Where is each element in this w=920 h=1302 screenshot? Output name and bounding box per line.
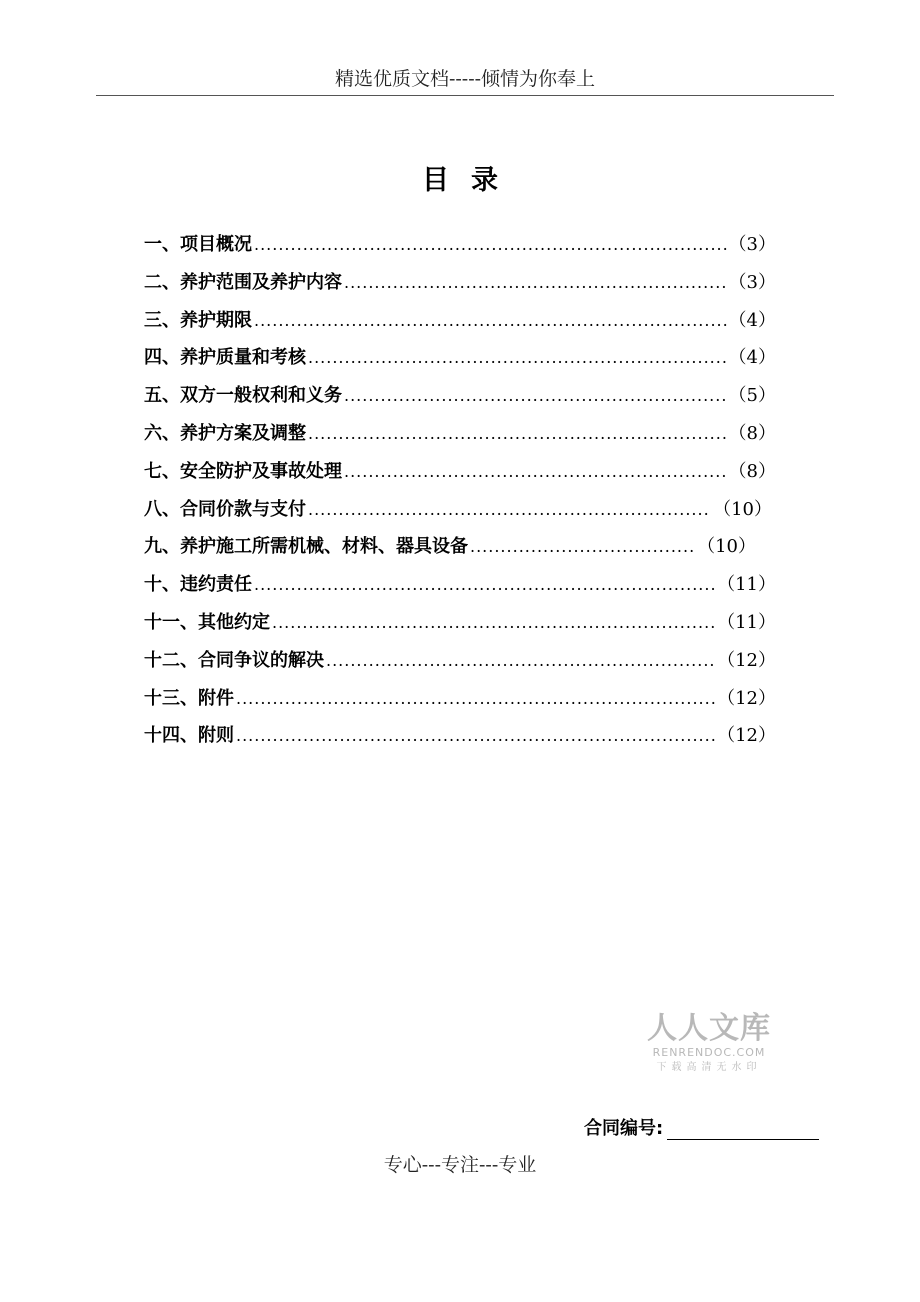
toc-leader-dots (470, 528, 695, 566)
contract-number-blank[interactable] (667, 1117, 819, 1140)
toc-entry-label: 十三、附件 (144, 687, 234, 709)
toc-entry-label: 六、养护方案及调整 (144, 422, 306, 444)
watermark-logo: 人人文库 (647, 1011, 771, 1046)
toc-entry-label: 八、合同价款与支付 (144, 498, 306, 520)
toc-entry-7[interactable] (144, 453, 776, 491)
toc-entry-page: （12） (717, 687, 776, 709)
toc-entry-3[interactable] (144, 302, 776, 340)
toc-leader-dots (308, 491, 711, 529)
toc-entry-page: （11） (717, 611, 776, 633)
toc-entry-page: （5） (728, 385, 776, 407)
watermark (644, 1012, 774, 1076)
contract-number-label: 合同编号: (584, 1118, 664, 1139)
toc-entry-page: （10） (697, 536, 756, 558)
watermark-subtitle: 下载高清无水印 (656, 1062, 762, 1073)
toc-entry-10[interactable] (144, 566, 776, 604)
toc-entry-page: （8） (728, 460, 776, 482)
toc-entry-5[interactable] (144, 377, 776, 415)
toc-leader-dots (344, 453, 727, 491)
toc-entry-label: 二、养护范围及养护内容 (144, 271, 342, 293)
toc-entry-label: 七、安全防护及事故处理 (144, 460, 342, 482)
toc-entry-14[interactable] (144, 717, 776, 755)
toc-entry-4[interactable] (144, 339, 776, 377)
toc-leader-dots (254, 226, 727, 264)
toc-leader-dots (344, 264, 727, 302)
toc-entry-1[interactable] (144, 226, 776, 264)
header-text: 精选优质文档-----倾情为你奉上 (334, 68, 596, 90)
toc-leader-dots (236, 680, 715, 718)
toc-entry-page: （4） (728, 309, 776, 331)
toc-entry-label: 十一、其他约定 (144, 611, 270, 633)
toc-entry-2[interactable] (144, 264, 776, 302)
toc-entry-page: （10） (713, 498, 772, 520)
toc-entry-8[interactable] (144, 491, 772, 529)
toc-entry-page: （11） (717, 574, 776, 596)
toc-entry-label: 十、违约责任 (144, 574, 252, 596)
toc-leader-dots (254, 566, 715, 604)
toc-entry-9[interactable] (144, 528, 756, 566)
toc-leader-dots (308, 415, 727, 453)
page-title: 目录 (422, 165, 520, 196)
toc-entry-label: 一、项目概况 (144, 234, 252, 255)
toc-entry-label: 九、养护施工所需机械、材料、器具设备 (144, 536, 468, 558)
toc-entry-label: 十二、合同争议的解决 (144, 649, 324, 671)
table-of-contents (144, 226, 776, 755)
toc-entry-6[interactable] (144, 415, 776, 453)
toc-entry-label: 十四、附则 (144, 725, 234, 747)
toc-entry-page: （8） (728, 422, 776, 444)
toc-entry-11[interactable] (144, 604, 776, 642)
toc-entry-page: （4） (728, 347, 776, 369)
toc-entry-label: 五、双方一般权利和义务 (144, 385, 342, 407)
toc-entry-page: （12） (717, 649, 776, 671)
toc-entry-label: 三、养护期限 (144, 309, 252, 331)
contract-number-field (584, 1114, 819, 1140)
toc-entry-page: （12） (717, 725, 776, 747)
toc-entry-12[interactable] (144, 642, 776, 680)
watermark-url: RENRENDOC.COM (652, 1046, 766, 1059)
toc-leader-dots (344, 377, 727, 415)
toc-leader-dots (272, 604, 715, 642)
toc-leader-dots (326, 642, 715, 680)
toc-leader-dots (254, 302, 727, 340)
toc-entry-label: 四、养护质量和考核 (144, 347, 306, 369)
toc-leader-dots (236, 717, 715, 755)
toc-entry-page: （3） (728, 271, 776, 293)
toc-entry-13[interactable] (144, 680, 776, 718)
page-header (96, 62, 834, 96)
toc-entry-page: （3） (728, 234, 776, 255)
page-footer: 专心---专注---专业 (383, 1154, 537, 1176)
toc-leader-dots (308, 339, 727, 377)
